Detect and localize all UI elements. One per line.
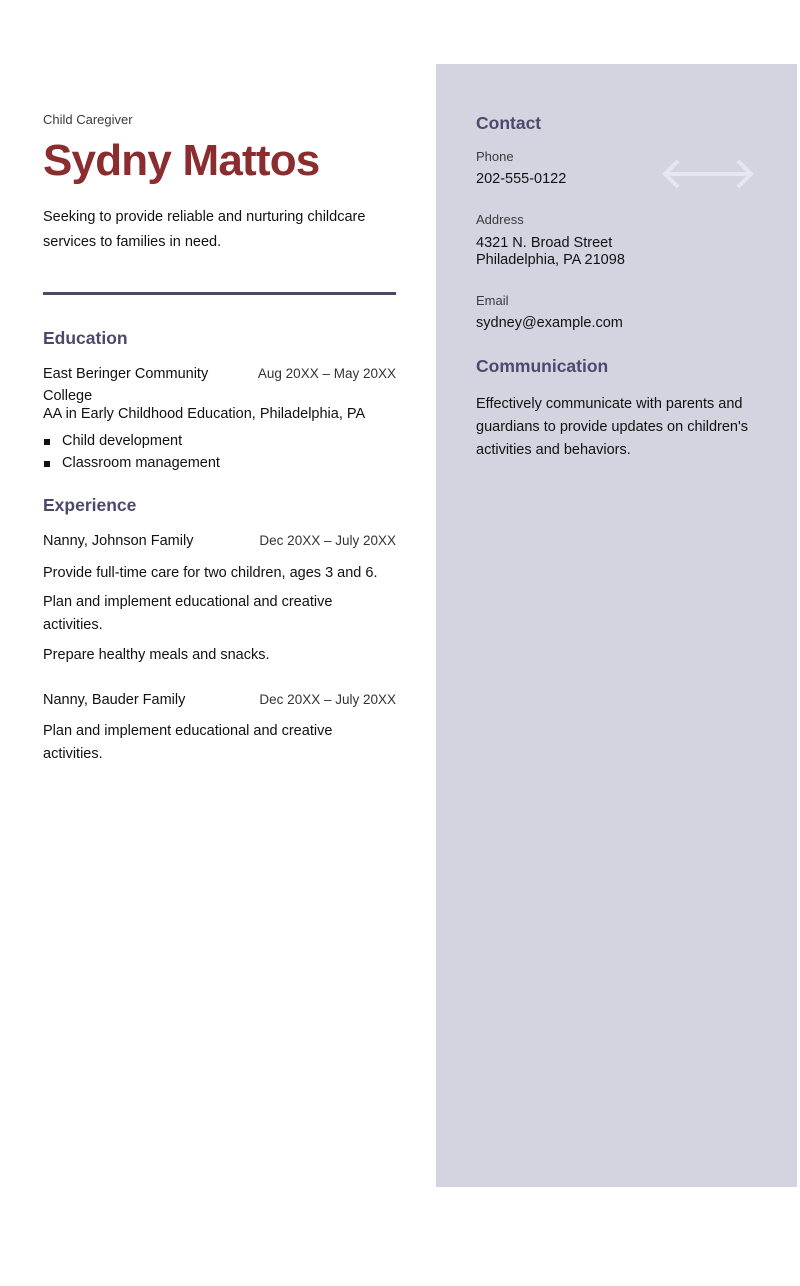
degree: AA in Early Childhood Education, Philadelphia, PA <box>43 406 366 422</box>
job-dates: Dec 20XX – July 20XX <box>259 692 396 707</box>
communication-text: Effectively communicate with parents and guardians to provide updates on children's activities and behaviors. <box>476 396 749 458</box>
job-detail: Plan and implement educational and creative activities. <box>43 594 333 633</box>
job-title: Child Caregiver <box>43 112 133 127</box>
summary: Seeking to provide reliable and nurturing childcare services to families in need. <box>43 209 366 250</box>
job-detail: Prepare healthy meals and snacks. <box>43 647 270 663</box>
education-heading: Education <box>43 328 128 348</box>
job-role: Nanny, Johnson Family <box>43 533 194 549</box>
bullet-icon <box>44 461 50 467</box>
email-value: sydney@example.com <box>476 315 623 331</box>
double-arrow-icon <box>660 157 756 191</box>
bullet-icon <box>44 439 50 445</box>
candidate-name: Sydny Mattos <box>43 136 320 185</box>
education-dates: Aug 20XX – May 20XX <box>257 366 396 381</box>
address-line1: 4321 N. Broad Street <box>476 235 613 251</box>
phone-value: 202-555-0122 <box>476 171 567 187</box>
contact-heading: Contact <box>476 113 542 133</box>
school-name-cont: College <box>43 388 93 404</box>
job-detail: Provide full-time care for two children, ages 3 and 6. <box>43 565 378 581</box>
job-detail: Plan and implement educational and creative activities. <box>43 723 333 762</box>
email-label: Email <box>476 293 509 308</box>
school-name: East Beringer Community <box>43 366 209 382</box>
job-role: Nanny, Bauder Family <box>43 692 186 708</box>
communication-heading: Communication <box>476 356 609 376</box>
address-line2: Philadelphia, PA 21098 <box>476 252 625 268</box>
sidebar-panel <box>436 64 797 1187</box>
address-label: Address <box>476 212 524 227</box>
phone-label: Phone <box>476 149 514 164</box>
job-dates: Dec 20XX – July 20XX <box>259 533 396 548</box>
divider <box>43 292 396 295</box>
experience-heading: Experience <box>43 495 137 515</box>
